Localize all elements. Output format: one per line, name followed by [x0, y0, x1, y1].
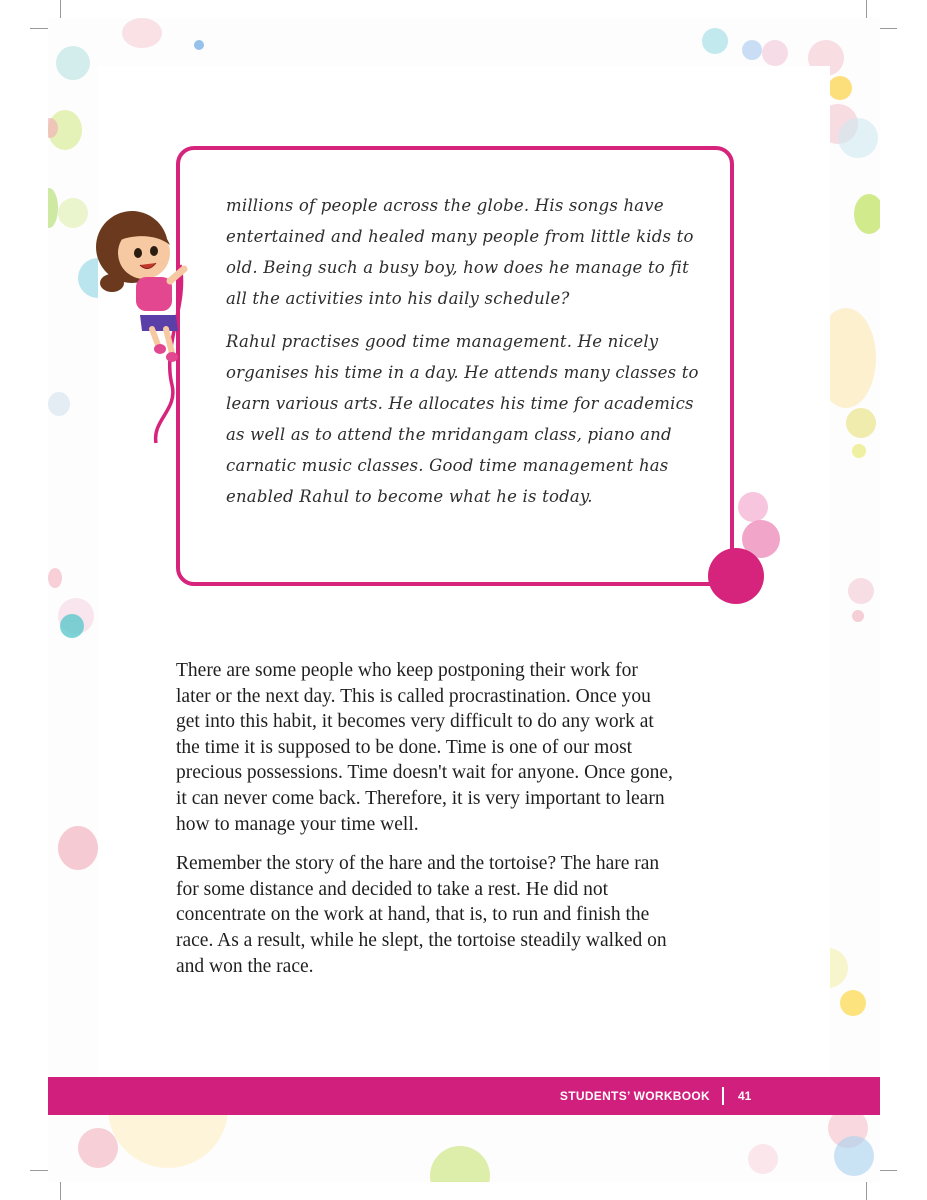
bokeh-dot [852, 610, 864, 622]
bokeh-dot [748, 1144, 778, 1174]
story-text [226, 190, 706, 524]
footer-label: STUDENTS’ WORKBOOK [559, 1089, 710, 1103]
bokeh-dot [48, 392, 70, 416]
bokeh-dot [852, 444, 866, 458]
bokeh-dot [854, 194, 880, 234]
girl-climbing-rope-icon [92, 205, 202, 445]
bokeh-dot [848, 578, 874, 604]
bokeh-dot [58, 826, 98, 870]
story-paragraph: millions of people across the globe. His songs have entertained and healed many people from little kids to old. Being such a busy boy, how does he manage to fit all the activities into his daily schedule? [226, 196, 694, 308]
bokeh-dot [828, 76, 852, 100]
bokeh-dot [122, 18, 162, 48]
bokeh-dot [48, 188, 58, 228]
bokeh-dot [430, 1146, 490, 1182]
bokeh-dot [60, 614, 84, 638]
body-text [176, 658, 676, 993]
bokeh-dot [840, 990, 866, 1016]
bokeh-dot [742, 40, 762, 60]
footer-separator [722, 1087, 724, 1105]
bokeh-dot [58, 198, 88, 228]
footer-bar [48, 1077, 880, 1115]
body-paragraph: Remember the story of the hare and the tortoise? The hare ran for some distance and decided to take a rest. He did not concentrate on the work at hand, that is, to run and finish the race. As a result, while he slept, the tortoise steadily walked on and won the race. [176, 853, 667, 977]
story-paragraph: Rahul practises good time management. He nicely organises his time in a day. He attends many classes to learn various arts. He allocates his time for academics as well as to attend the mridangam class, piano and carnatic music classes. Good time management has enabled Rahul to become what he is today. [226, 332, 699, 506]
bokeh-dot [834, 1136, 874, 1176]
bokeh-dot [702, 28, 728, 54]
bokeh-dot [762, 40, 788, 66]
bokeh-dot [48, 568, 62, 588]
bokeh-dot [56, 46, 90, 80]
story-box-corner-dot [708, 548, 764, 604]
bokeh-dot [194, 40, 204, 50]
bokeh-dot [738, 492, 768, 522]
body-paragraph: There are some people who keep postponing their work for later or the next day. This is called procrastination. Once you get into this habit, it becomes very difficult to do any work at the time it is supposed to be done. Time is one of our most precious possessions. Time doesn't wait for anyone. Once gone, it can never come back. Therefore, it is very important to learn how to manage your time well. [176, 660, 673, 835]
page-number: 41 [738, 1089, 752, 1103]
bokeh-dot [838, 118, 878, 158]
bokeh-dot [78, 1128, 118, 1168]
bokeh-dot [846, 408, 876, 438]
